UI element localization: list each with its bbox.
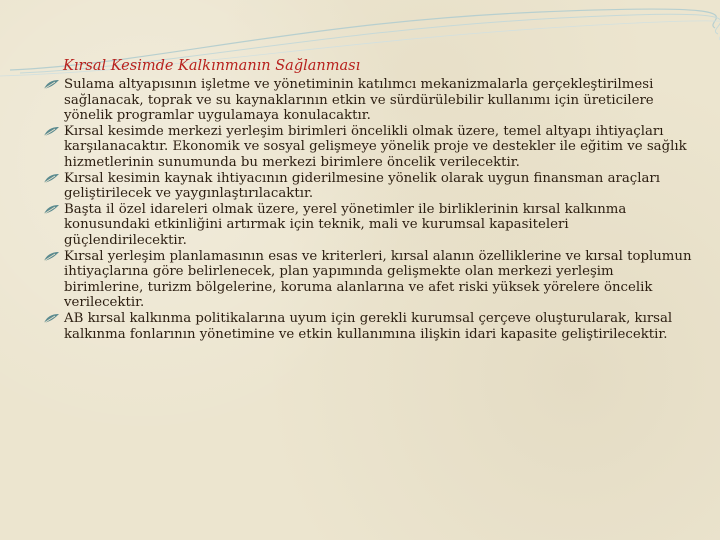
bullet-item [43,124,693,171]
bullet-text: Başta il özel idareleri olmak üzere, yerel yönetimler ile birliklerinin kırsal kalkınma konusundaki etkinliğini artırmak için teknik, mali ve kurumsal kapasiteleri güçlendirilecektir. [64,201,627,248]
bullet-text: AB kırsal kalkınma politikalarına uyum için gerekli kurumsal çerçeve oluşturularak, kırsal kalkınma fonlarının yönetimine ve etkin kullanımına ilişkin idari kapasite geliştirilecektir. [64,310,673,342]
bullet-item [43,202,693,249]
bullet-item [43,249,693,311]
feather-icon [43,79,60,91]
feather-icon [43,173,60,185]
feather-icon [43,126,60,138]
bullet-text: Kırsal kesimin kaynak ihtiyacının giderilmesine yönelik olarak uygun finansman araçları geliştirilecek ve yaygınlaştırılacaktır. [64,170,661,202]
bullet-item [43,77,693,124]
feather-icon [43,204,60,216]
slide-content [43,57,693,342]
bullet-text: Sulama altyapısının işletme ve yönetiminin katılımcı mekanizmalarla gerçekleştirilmesi sağlanacak, toprak ve su kaynaklarının etkin ve sürdürülebilir kullanımı için üreticilere yönelik programlar uygulamaya konulacaktır. [64,77,654,124]
bullet-text: Kırsal kesimde merkezi yerleşim birimleri öncelikli olmak üzere, temel altyapı ihtiyaçları karşılanacaktır. Ekonomik ve sosyal gelişmeye yönelik proje ve destekler ile eğitim ve sağlık hizmetlerinin sunumunda bu merkezi birimlere öncelik verilecektir. [64,123,687,170]
bullet-text: Kırsal yerleşim planlamasının esas ve kriterleri, kırsal alanın özelliklerine ve kırsal toplumun ihtiyaçlarına göre belirlenecek, plan yapımında gelişmekte olan merkezi yerleşim birimlerine, turizm bölgelerine, koruma alanlarına ve afet riski yüksek yörelere öncelik verilecektir. [64,248,692,311]
bullet-item [43,311,693,342]
bullet-list [43,77,693,342]
feather-icon [43,313,60,325]
bullet-item [43,171,693,202]
feather-icon [43,251,60,263]
slide-title: Kırsal Kesimde Kalkınmanın Sağlanması [63,58,361,74]
